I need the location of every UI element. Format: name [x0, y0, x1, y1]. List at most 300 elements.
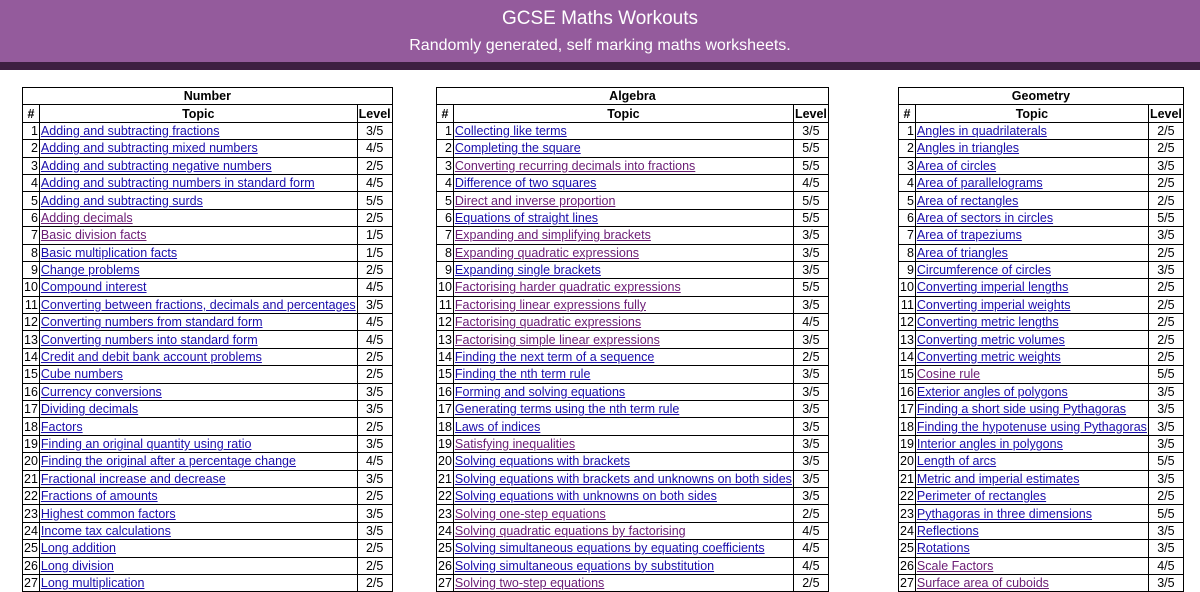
row-topic-cell [915, 453, 1148, 470]
topic-link[interactable]: Difference of two squares [454, 176, 597, 191]
topic-link[interactable]: Pythagoras in three dimensions [916, 506, 1093, 521]
row-number: 27 [24, 576, 38, 591]
row-level: 2/5 [1148, 314, 1183, 331]
column-header-topic: Topic [39, 105, 357, 122]
row-number: 7 [899, 227, 916, 244]
row-level: 3/5 [1148, 574, 1183, 591]
row-number: 1 [23, 122, 40, 139]
row-number: 11 [899, 296, 916, 313]
table-row [437, 348, 829, 365]
row-topic-cell [453, 348, 793, 365]
column-header-number: # [437, 105, 454, 122]
row-number: 6 [899, 209, 916, 226]
table-row [437, 505, 829, 522]
row-number: 27 [438, 576, 452, 591]
row-topic-cell [453, 453, 793, 470]
row-level: 2/5 [357, 557, 392, 574]
table-row [23, 192, 393, 209]
row-number: 8 [437, 244, 454, 261]
row-topic-cell [915, 540, 1148, 557]
row-level: 3/5 [357, 401, 392, 418]
table-row [437, 453, 829, 470]
topic-link[interactable]: Solving equations with brackets and unknowns on both sides [454, 471, 792, 486]
row-number: 2 [437, 140, 454, 157]
row-number: 13 [900, 332, 914, 347]
table-row [899, 435, 1184, 452]
row-topic-cell [39, 279, 357, 296]
row-level: 3/5 [1148, 227, 1183, 244]
table-row [23, 383, 393, 400]
row-topic-cell [915, 122, 1148, 139]
row-number: 5 [437, 192, 454, 209]
topic-link[interactable]: Highest common factors [40, 506, 176, 521]
topic-link[interactable]: Converting recurring decimals into fractions [454, 158, 696, 173]
row-level: 2/5 [1148, 331, 1183, 348]
topic-link[interactable]: Finding the next term of a sequence [454, 350, 655, 365]
topic-link[interactable]: Factorising quadratic expressions [454, 315, 642, 330]
topic-link[interactable]: Solving two-step equations [454, 576, 605, 591]
row-level: 2/5 [357, 366, 392, 383]
topic-link[interactable]: Area of circles [916, 158, 997, 173]
topic-link[interactable]: Finding the nth term rule [454, 367, 591, 382]
row-number: 11 [23, 296, 40, 313]
row-number: 9 [23, 261, 40, 278]
table-row [899, 296, 1184, 313]
topic-link[interactable]: Equations of straight lines [454, 210, 599, 225]
topic-link[interactable]: Converting imperial lengths [916, 280, 1069, 295]
row-topic-cell [915, 487, 1148, 504]
row-topic-cell [39, 383, 357, 400]
topic-link[interactable]: Angles in quadrilaterals [916, 123, 1047, 138]
table-row [899, 470, 1184, 487]
topic-link[interactable]: Direct and inverse proportion [454, 193, 616, 208]
row-level: 3/5 [793, 227, 828, 244]
algebra-topics-table [436, 87, 829, 592]
topic-link[interactable]: Converting numbers into standard form [40, 332, 258, 347]
topic-link[interactable]: Solving simultaneous equations by equating coefficients [454, 541, 765, 556]
row-topic-cell [39, 453, 357, 470]
row-topic-cell [453, 574, 793, 591]
table-row [437, 261, 829, 278]
topic-link[interactable]: Factorising harder quadratic expressions [454, 280, 681, 295]
topic-link[interactable]: Completing the square [454, 141, 581, 156]
row-number: 24 [900, 523, 914, 538]
topic-link[interactable]: Solving quadratic equations by factorising [454, 523, 686, 538]
topic-link[interactable]: Currency conversions [40, 384, 162, 399]
row-level: 3/5 [793, 122, 828, 139]
row-level: 3/5 [1148, 470, 1183, 487]
row-topic-cell [453, 157, 793, 174]
row-number: 25 [24, 541, 38, 556]
row-level: 3/5 [357, 383, 392, 400]
topic-link[interactable]: Compound interest [40, 280, 147, 295]
row-topic-cell [453, 540, 793, 557]
table-row [899, 261, 1184, 278]
row-topic-cell [453, 366, 793, 383]
row-topic-cell [453, 140, 793, 157]
topic-link[interactable]: Fractional increase and decrease [40, 471, 226, 486]
table-row [437, 331, 829, 348]
topic-link[interactable]: Adding and subtracting numbers in standard form [40, 176, 315, 191]
row-topic-cell [39, 470, 357, 487]
row-number: 12 [900, 315, 914, 330]
topic-link[interactable]: Laws of indices [454, 419, 541, 434]
row-topic-cell [39, 574, 357, 591]
row-level: 4/5 [357, 314, 392, 331]
row-topic-cell [453, 296, 793, 313]
row-level: 2/5 [793, 348, 828, 365]
row-topic-cell [39, 418, 357, 435]
row-number: 3 [899, 157, 916, 174]
row-level: 3/5 [357, 296, 392, 313]
table-row [23, 331, 393, 348]
topic-link[interactable]: Long division [40, 558, 114, 573]
topic-link[interactable]: Adding and subtracting fractions [40, 123, 220, 138]
row-topic-cell [915, 522, 1148, 539]
row-number: 17 [900, 402, 914, 417]
row-level: 3/5 [1148, 435, 1183, 452]
row-number: 21 [900, 471, 914, 486]
table-row [899, 401, 1184, 418]
row-topic-cell [915, 348, 1148, 365]
topic-link[interactable]: Factorising linear expressions fully [454, 297, 646, 312]
table-row [437, 140, 829, 157]
topic-link[interactable]: Factors [40, 419, 83, 434]
row-topic-cell [915, 314, 1148, 331]
row-topic-cell [39, 366, 357, 383]
row-level: 3/5 [793, 331, 828, 348]
topic-link[interactable]: Reflections [916, 523, 979, 538]
row-topic-cell [39, 487, 357, 504]
row-level: 3/5 [1148, 401, 1183, 418]
topic-link[interactable]: Exterior angles of polygons [916, 384, 1068, 399]
table-row [437, 418, 829, 435]
topic-link[interactable]: Basic division facts [40, 228, 147, 243]
table-row [23, 435, 393, 452]
row-level: 2/5 [357, 261, 392, 278]
column-header-level: Level [1149, 106, 1182, 121]
row-level: 1/5 [357, 244, 392, 261]
row-level: 3/5 [793, 401, 828, 418]
row-number: 7 [23, 227, 40, 244]
row-level: 2/5 [357, 157, 392, 174]
table-row [437, 435, 829, 452]
site-header [0, 0, 1200, 62]
topic-link[interactable]: Collecting like terms [454, 123, 567, 138]
row-number: 21 [438, 471, 452, 486]
table-row [23, 348, 393, 365]
row-topic-cell [453, 505, 793, 522]
row-number: 19 [900, 437, 914, 451]
row-number: 4 [23, 174, 40, 191]
row-topic-cell [39, 435, 357, 452]
row-number: 12 [438, 315, 452, 330]
row-number: 9 [437, 261, 454, 278]
row-level: 2/5 [793, 505, 828, 522]
row-topic-cell [915, 227, 1148, 244]
row-topic-cell [39, 401, 357, 418]
topic-link[interactable]: Area of trapeziums [916, 228, 1022, 243]
row-level: 3/5 [793, 366, 828, 383]
table-row [899, 383, 1184, 400]
topic-link[interactable]: Forming and solving equations [454, 384, 626, 399]
topic-link[interactable]: Area of triangles [916, 245, 1008, 260]
row-topic-cell [453, 487, 793, 504]
topic-link[interactable]: Dividing decimals [40, 402, 139, 417]
table-row [899, 366, 1184, 383]
row-level: 5/5 [1148, 209, 1183, 226]
table-row [23, 227, 393, 244]
row-number: 4 [899, 174, 916, 191]
topic-link[interactable]: Length of arcs [916, 454, 997, 469]
topic-link[interactable]: Area of rectangles [916, 193, 1019, 208]
table-row [437, 383, 829, 400]
column-header-number: # [23, 105, 40, 122]
row-topic-cell [39, 261, 357, 278]
row-level: 2/5 [357, 209, 392, 226]
row-topic-cell [39, 244, 357, 261]
row-topic-cell [39, 209, 357, 226]
row-topic-cell [453, 279, 793, 296]
row-level: 5/5 [1148, 453, 1183, 470]
row-number: 16 [900, 384, 914, 399]
table-row [23, 314, 393, 331]
topic-link[interactable]: Finding a short side using Pythagoras [916, 402, 1127, 417]
topic-link[interactable]: Angles in triangles [916, 141, 1020, 156]
row-level: 3/5 [793, 453, 828, 470]
row-topic-cell [453, 244, 793, 261]
topic-link[interactable]: Finding the original after a percentage change [40, 454, 296, 469]
topic-link[interactable]: Area of parallelograms [916, 176, 1043, 191]
row-topic-cell [453, 383, 793, 400]
row-level: 2/5 [1148, 348, 1183, 365]
topic-link[interactable]: Factorising simple linear expressions [454, 332, 660, 347]
row-level: 2/5 [1148, 192, 1183, 209]
column-header-number: # [899, 105, 916, 122]
table-row [899, 348, 1184, 365]
geometry-topics-table [898, 87, 1184, 592]
table-row [437, 487, 829, 504]
row-number: 17 [24, 402, 38, 417]
row-topic-cell [915, 331, 1148, 348]
topic-link[interactable]: Solving equations with brackets [454, 454, 631, 469]
row-level: 5/5 [793, 140, 828, 157]
row-number: 22 [24, 489, 38, 504]
table-row [437, 470, 829, 487]
topic-link[interactable]: Cube numbers [40, 367, 123, 382]
topic-link[interactable]: Solving equations with unknowns on both sides [454, 489, 717, 504]
row-level: 3/5 [1148, 522, 1183, 539]
topic-link[interactable]: Solving one-step equations [454, 506, 606, 521]
table-row [899, 331, 1184, 348]
row-number: 2 [899, 140, 916, 157]
row-level: 3/5 [793, 296, 828, 313]
topic-link[interactable]: Converting metric lengths [916, 315, 1059, 330]
row-topic-cell [453, 331, 793, 348]
topic-link[interactable]: Circumference of circles [916, 263, 1051, 278]
topic-link[interactable]: Converting numbers from standard form [40, 315, 263, 330]
row-level: 3/5 [1148, 261, 1183, 278]
row-number: 23 [900, 506, 914, 521]
row-level: 5/5 [1148, 505, 1183, 522]
table-row [23, 557, 393, 574]
row-topic-cell [915, 366, 1148, 383]
row-level: 4/5 [357, 331, 392, 348]
row-number: 26 [438, 558, 452, 573]
topic-link[interactable]: Finding an original quantity using ratio [40, 437, 252, 451]
table-row [437, 157, 829, 174]
topic-link[interactable]: Credit and debit bank account problems [40, 350, 262, 365]
row-topic-cell [915, 418, 1148, 435]
table-row [899, 157, 1184, 174]
row-topic-cell [39, 122, 357, 139]
site-subtitle: Randomly generated, self marking maths worksheets. [409, 37, 791, 54]
table-row [23, 418, 393, 435]
row-topic-cell [39, 140, 357, 157]
row-level: 3/5 [1148, 540, 1183, 557]
row-level: 4/5 [357, 140, 392, 157]
row-number: 5 [23, 192, 40, 209]
topic-link[interactable]: Surface area of cuboids [916, 576, 1049, 591]
row-topic-cell [915, 383, 1148, 400]
topic-link[interactable]: Perimeter of rectangles [916, 489, 1047, 504]
row-topic-cell [39, 227, 357, 244]
row-topic-cell [915, 296, 1148, 313]
row-number: 23 [438, 506, 452, 521]
row-number: 15 [438, 367, 452, 382]
topic-link[interactable]: Expanding and simplifying brackets [454, 228, 651, 243]
row-number: 16 [438, 384, 452, 399]
topic-link[interactable]: Adding decimals [40, 210, 133, 225]
row-level: 3/5 [793, 470, 828, 487]
table-row [437, 574, 829, 591]
row-level: 2/5 [357, 540, 392, 557]
row-topic-cell [39, 157, 357, 174]
row-topic-cell [39, 174, 357, 191]
row-topic-cell [39, 522, 357, 539]
row-number: 19 [438, 437, 452, 451]
table-row [899, 140, 1184, 157]
table-row [899, 557, 1184, 574]
row-level: 5/5 [793, 192, 828, 209]
topic-link[interactable]: Converting metric weights [916, 350, 1061, 365]
row-number: 15 [900, 367, 914, 382]
row-level: 2/5 [1148, 296, 1183, 313]
row-number: 16 [24, 384, 38, 399]
topic-link[interactable]: Expanding single brackets [454, 263, 601, 278]
table-row [899, 574, 1184, 591]
row-number: 2 [23, 140, 40, 157]
row-level: 2/5 [1148, 140, 1183, 157]
row-level: 2/5 [357, 348, 392, 365]
row-level: 2/5 [1148, 174, 1183, 191]
topic-link[interactable]: Adding and subtracting mixed numbers [40, 141, 258, 156]
row-topic-cell [453, 418, 793, 435]
table-row [899, 453, 1184, 470]
table-row [437, 209, 829, 226]
topic-link[interactable]: Basic multiplication facts [40, 245, 178, 260]
topic-link[interactable]: Adding and subtracting surds [40, 193, 203, 208]
row-topic-cell [39, 505, 357, 522]
row-number: 1 [437, 122, 454, 139]
row-number: 25 [900, 541, 914, 556]
topic-link[interactable]: Income tax calculations [40, 523, 171, 538]
topic-link[interactable]: Interior angles in polygons [916, 437, 1063, 451]
row-number: 22 [900, 489, 914, 504]
topic-link[interactable]: Change problems [40, 263, 140, 278]
table-row [437, 522, 829, 539]
table-row [437, 401, 829, 418]
row-number: 14 [438, 350, 452, 365]
row-level: 3/5 [357, 470, 392, 487]
table-row [437, 174, 829, 191]
row-level: 5/5 [1148, 366, 1183, 383]
topic-link[interactable]: Adding and subtracting negative numbers [40, 158, 272, 173]
topic-link[interactable]: Cosine rule [916, 367, 981, 382]
row-level: 3/5 [793, 435, 828, 452]
topic-link[interactable]: Converting imperial weights [916, 297, 1071, 312]
row-number: 10 [24, 280, 38, 295]
row-topic-cell [39, 314, 357, 331]
topic-link[interactable]: Long addition [40, 541, 116, 556]
table-row [23, 470, 393, 487]
row-number: 21 [24, 471, 38, 486]
row-number: 5 [899, 192, 916, 209]
topic-link[interactable]: Scale Factors [916, 558, 994, 573]
row-topic-cell [39, 331, 357, 348]
topic-link[interactable]: Converting metric volumes [916, 332, 1065, 347]
topic-link[interactable]: Long multiplication [40, 576, 145, 591]
row-topic-cell [915, 192, 1148, 209]
table-row [899, 314, 1184, 331]
topic-link[interactable]: Generating terms using the nth term rule [454, 402, 680, 417]
table-title-geometry: Geometry [899, 88, 1184, 105]
row-level: 2/5 [793, 574, 828, 591]
table-row [437, 557, 829, 574]
row-level: 1/5 [357, 227, 392, 244]
row-level: 2/5 [1148, 487, 1183, 504]
row-topic-cell [39, 296, 357, 313]
table-row [899, 279, 1184, 296]
row-topic-cell [915, 470, 1148, 487]
table-row [437, 122, 829, 139]
topic-link[interactable]: Finding the hypotenuse using Pythagoras [916, 419, 1147, 434]
topic-link[interactable]: Fractions of amounts [40, 489, 158, 504]
topic-link[interactable]: Converting between fractions, decimals and percentages [40, 297, 356, 312]
table-title-algebra: Algebra [437, 88, 829, 105]
table-row [899, 174, 1184, 191]
table-row [437, 192, 829, 209]
table-row [899, 209, 1184, 226]
topic-link[interactable]: Solving simultaneous equations by substitution [454, 558, 715, 573]
row-level: 4/5 [357, 453, 392, 470]
topic-link[interactable]: Satisfying inequalities [454, 437, 576, 451]
row-level: 4/5 [1148, 557, 1183, 574]
row-number: 26 [24, 558, 38, 573]
table-row [437, 279, 829, 296]
row-level: 4/5 [793, 522, 828, 539]
row-number: 8 [899, 244, 916, 261]
topic-link[interactable]: Rotations [916, 541, 970, 556]
topic-link[interactable]: Metric and imperial estimates [916, 471, 1080, 486]
row-number: 20 [24, 454, 38, 469]
topic-link[interactable]: Expanding quadratic expressions [454, 245, 640, 260]
row-level: 4/5 [793, 557, 828, 574]
row-number: 6 [23, 209, 40, 226]
topic-link[interactable]: Area of sectors in circles [916, 210, 1054, 225]
row-number: 3 [437, 157, 454, 174]
column-header-topic: Topic [915, 105, 1148, 122]
